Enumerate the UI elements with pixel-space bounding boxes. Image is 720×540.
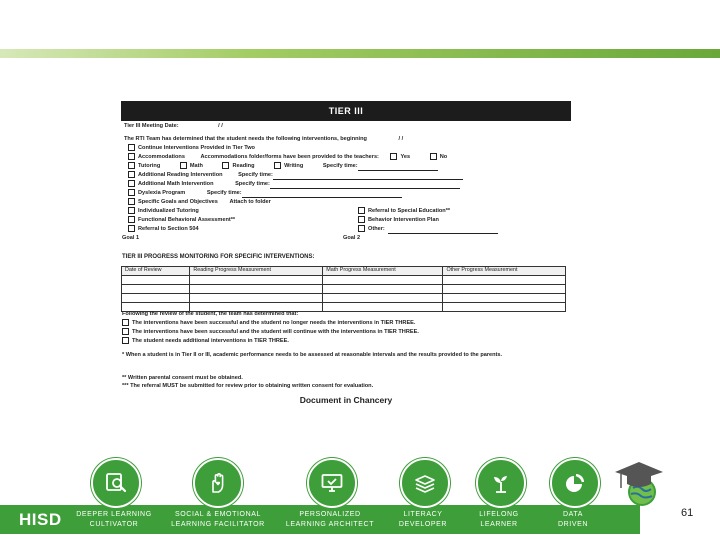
table-cell[interactable] xyxy=(323,276,443,285)
checkbox[interactable] xyxy=(128,180,135,187)
pillar-label-2 xyxy=(168,510,268,530)
item-continue xyxy=(128,144,255,153)
outcome-1 xyxy=(122,319,415,328)
item-label: Referral to Special Education** xyxy=(368,207,451,214)
tier-three-form-image xyxy=(121,101,571,411)
item-sped-referral xyxy=(358,207,450,216)
checkbox-writing[interactable] xyxy=(274,162,281,169)
pillar-line1: PERSONALIZED xyxy=(299,511,361,518)
chancery-note: Document in Chancery xyxy=(299,395,393,405)
checkbox[interactable] xyxy=(128,198,135,205)
specify-time-label: Specify time: xyxy=(206,189,242,196)
intro-text: The RTI Team has determined that the student needs the following interventions, beginning xyxy=(124,136,367,142)
specify-time-label: Specify time: xyxy=(238,171,273,178)
table-row xyxy=(122,285,566,294)
item-label: Dyslexia Program xyxy=(138,189,186,196)
meeting-date-text: Tier III Meeting Date: xyxy=(124,123,179,129)
intro-slashes: / / xyxy=(398,136,404,142)
blank-line xyxy=(388,233,498,234)
item-label: Accommodations xyxy=(138,153,185,160)
item-label: Individualized Tutoring xyxy=(138,207,199,214)
footnote-3: *** The referral MUST be submitted for review prior to obtaining written consent for evaluation. xyxy=(122,383,374,389)
checkbox[interactable] xyxy=(128,189,135,196)
checkbox-no[interactable] xyxy=(430,153,437,160)
pie-chart-icon xyxy=(550,458,600,508)
specify-time-label: Specify time: xyxy=(322,162,358,169)
item-504 xyxy=(128,225,199,234)
footer-band xyxy=(0,458,720,540)
pillar-line1: SOCIAL & EMOTIONAL xyxy=(174,511,261,518)
item-label: Functional Behavioral Assessment** xyxy=(138,216,236,223)
table-cell[interactable] xyxy=(323,285,443,294)
checkbox[interactable] xyxy=(128,153,135,160)
item-label: Behavior Intervention Plan xyxy=(368,216,439,223)
checkbox-reading[interactable] xyxy=(222,162,229,169)
goal-2: Goal 2 xyxy=(343,235,361,241)
checkbox[interactable] xyxy=(358,207,365,214)
pillar-label-4 xyxy=(392,510,454,530)
checkbox[interactable] xyxy=(128,216,135,223)
table-cell[interactable] xyxy=(323,294,443,303)
item-label: Additional Reading Intervention xyxy=(138,171,223,178)
checkbox[interactable] xyxy=(128,207,135,214)
checkbox[interactable] xyxy=(122,319,129,326)
table-cell[interactable] xyxy=(443,294,566,303)
table-cell[interactable] xyxy=(443,285,566,294)
table-row xyxy=(122,294,566,303)
intro-line xyxy=(124,136,403,144)
table-header: Reading Progress Measurement xyxy=(190,267,323,276)
item-label: Continue Interventions Provided in Tier Two xyxy=(138,144,255,151)
pillar-line2: LEARNING FACILITATOR xyxy=(171,521,265,528)
item-label: Specific Goals and Objectives xyxy=(138,198,218,205)
table-cell[interactable] xyxy=(122,294,190,303)
table-header: Math Progress Measurement xyxy=(323,267,443,276)
sprout-icon xyxy=(476,458,526,508)
table-cell[interactable] xyxy=(443,276,566,285)
checkbox[interactable] xyxy=(128,171,135,178)
item-label: Additional Math Intervention xyxy=(138,180,214,187)
writing-label: Writing xyxy=(284,162,304,169)
attach-folder-label: Attach to folder xyxy=(229,198,271,205)
hand-heart-icon xyxy=(193,458,243,508)
outcome-label: The interventions have been successful and the student will continue with the interventions in TIER THREE. xyxy=(132,328,419,335)
table-cell[interactable] xyxy=(190,285,323,294)
checkbox-yes[interactable] xyxy=(390,153,397,160)
table-cell[interactable] xyxy=(122,276,190,285)
pillar-line2: CULTIVATOR xyxy=(89,521,139,528)
item-math-intervention xyxy=(128,180,460,189)
pillar-line1: LIFELONG xyxy=(479,511,519,518)
table-header: Other Progress Measurement xyxy=(443,267,566,276)
pillar-line2: LEARNING ARCHITECT xyxy=(285,521,375,528)
magnifier-icon xyxy=(91,458,141,508)
form-banner: TIER III xyxy=(121,101,571,121)
table-cell[interactable] xyxy=(190,294,323,303)
table-header-row xyxy=(122,267,566,276)
pillar-line1: DEEPER LEARNING xyxy=(76,511,152,518)
progress-heading: TIER III PROGRESS MONITORING FOR SPECIFIC INTERVENTIONS: xyxy=(122,254,315,260)
footnote-1: * When a student is in Tier II or III, academic performance needs to be assessed at reasonable intervals and the results provided to the parents. xyxy=(122,352,503,358)
outcome-label: The interventions have been successful and the student no longer needs the interventions in TIER THREE. xyxy=(132,319,416,326)
page-number: 61 xyxy=(681,507,694,519)
footnote-2: ** Written parental consent must be obtained. xyxy=(122,375,243,381)
graduation-cap-globe-icon xyxy=(613,458,663,508)
item-dyslexia xyxy=(128,189,402,198)
progress-table xyxy=(121,266,566,312)
yes-label: Yes xyxy=(400,153,411,160)
item-reading-intervention xyxy=(128,171,463,180)
pillar-label-5 xyxy=(468,510,530,530)
pillar-label-6 xyxy=(542,510,604,530)
item-other: Other: xyxy=(358,225,498,234)
outcome-3 xyxy=(122,337,289,346)
specify-time-label: Specify time: xyxy=(235,180,270,187)
goal-1: Goal 1 xyxy=(122,235,140,241)
pillar-label-1 xyxy=(72,510,156,530)
checkbox[interactable] xyxy=(128,162,135,169)
table-header: Date of Review xyxy=(122,267,190,276)
meeting-date-label xyxy=(124,123,223,131)
no-label: No xyxy=(439,153,448,160)
pillar-line2: LEARNER xyxy=(480,521,518,528)
monitor-check-icon xyxy=(307,458,357,508)
checkbox[interactable] xyxy=(358,216,365,223)
pillar-label-3 xyxy=(281,510,379,530)
pillar-line2: DEVELOPER xyxy=(398,521,448,528)
outcome-label: The student needs additional interventions in TIER THREE. xyxy=(132,337,289,344)
checkbox[interactable] xyxy=(128,225,135,232)
item-tutoring xyxy=(128,162,438,171)
table-cell[interactable] xyxy=(122,285,190,294)
item-accommodations xyxy=(128,153,447,162)
item-individual-tutoring xyxy=(128,207,199,216)
item-fba xyxy=(128,216,235,225)
checkbox-math[interactable] xyxy=(180,162,187,169)
accom-note: Accommodations folder/forms have been provided to the teachers: xyxy=(200,153,379,160)
table-cell[interactable] xyxy=(190,276,323,285)
item-label: Other xyxy=(368,225,383,232)
math-label: Math xyxy=(189,162,203,169)
hisd-logo: HISD xyxy=(19,510,62,529)
item-goals xyxy=(128,198,271,207)
table-cell[interactable] xyxy=(323,303,443,312)
footer-right-blank xyxy=(640,505,720,534)
reading-label: Reading xyxy=(232,162,255,169)
pillar-line2: DRIVEN xyxy=(557,521,589,528)
checkbox[interactable] xyxy=(128,144,135,151)
pillar-line1: DATA xyxy=(562,511,584,518)
checkbox[interactable] xyxy=(358,225,365,232)
books-icon xyxy=(400,458,450,508)
item-bip xyxy=(358,216,439,225)
pillar-line1: LITERACY xyxy=(403,511,443,518)
checkbox[interactable] xyxy=(122,337,129,344)
following-review: Following the review of the student, the team has determined that: xyxy=(122,311,299,317)
outcome-2 xyxy=(122,328,419,337)
top-accent-bar xyxy=(0,49,720,58)
table-cell[interactable] xyxy=(443,303,566,312)
meeting-date-slashes: / / xyxy=(218,123,223,129)
item-label: Referral to Section 504 xyxy=(138,225,199,232)
checkbox[interactable] xyxy=(122,328,129,335)
table-row xyxy=(122,276,566,285)
item-label: Tutoring xyxy=(138,162,161,169)
